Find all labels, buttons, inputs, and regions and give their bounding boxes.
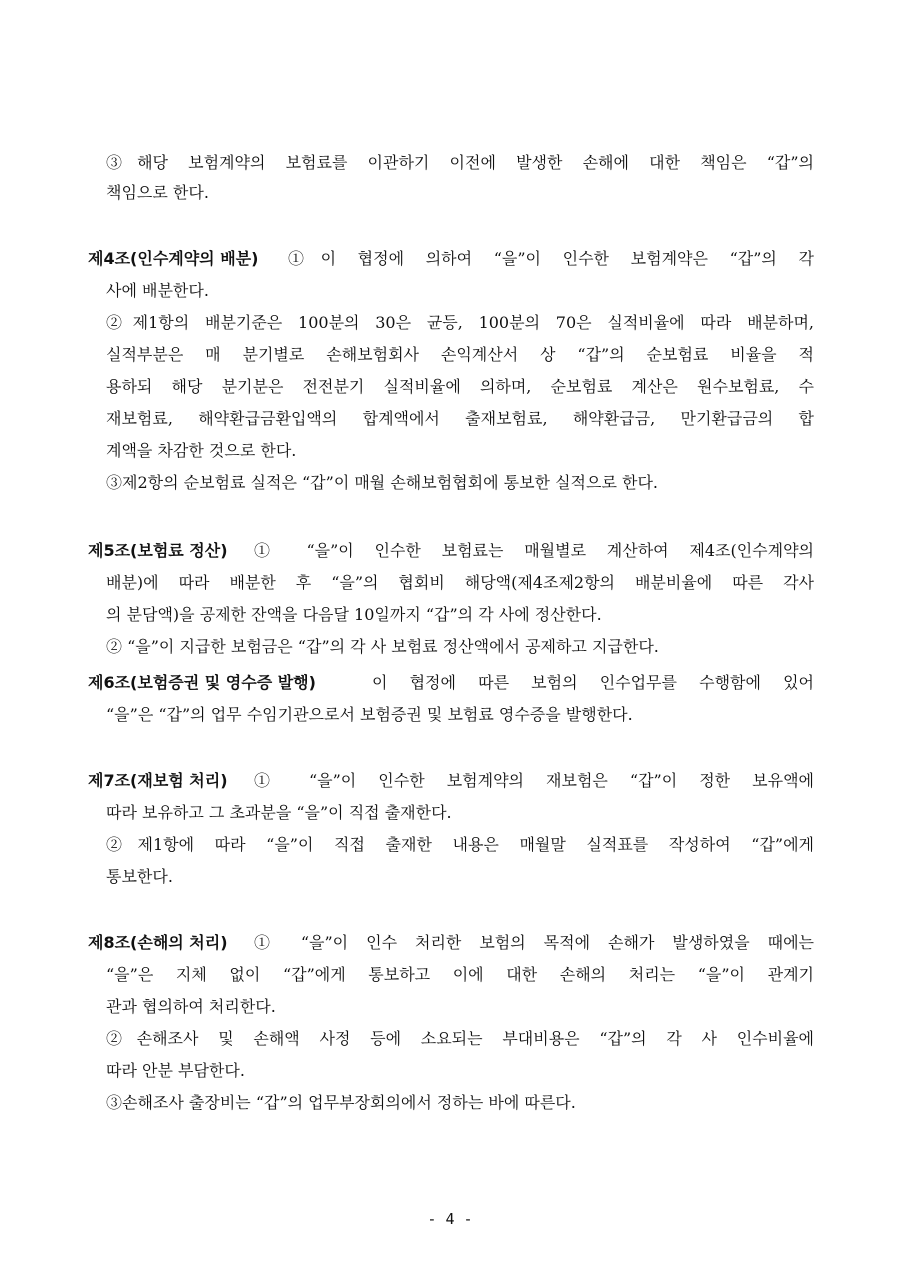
paragraph-line: 관과 협의하여 처리한다. [106, 997, 276, 1016]
article-heading: 제6조(보험증권 및 영수증 발행) [88, 673, 316, 692]
paragraph-line: 책임으로 한다. [106, 183, 209, 202]
paragraph-line: 의 분담액)을 공제한 잔액을 다음달 10일까지 “갑”의 각 사에 정산한다. [106, 605, 602, 624]
article-heading: 제5조(보험료 정산) [88, 541, 228, 560]
paragraph-line: “을”은 “갑”의 업무 수임기관으로서 보험증권 및 보험료 영수증을 발행한다. [106, 705, 633, 724]
paragraph-line: 따라 보유하고 그 초과분을 “을”이 직접 출재한다. [106, 803, 452, 822]
paragraph-line: 사에 배분한다. [106, 281, 209, 300]
article-heading: 제8조(손해의 처리) [88, 933, 228, 952]
paragraph-line: 배분)에 따라 배분한 후 “을”의 협회비 해당액(제4조제2항의 배분비율에 따른 각사 [106, 573, 814, 592]
paragraph-line: ②제1항의 배분기준은 100분의 30은 균등, 100분의 70은 실적비율에 따라 배분하며, [106, 313, 814, 332]
paragraph-line: 실적부분은 매 분기별로 손해보험회사 손익계산서 상 “갑”의 순보험료 비율을 적 [106, 345, 814, 364]
paragraph-line: ②제1항에 따라 “을”이 직접 출재한 내용은 매월말 실적표를 작성하여 “갑”에게 [106, 835, 814, 854]
page-number: - 4 - [427, 1210, 473, 1228]
paragraph-line: ③제2항의 순보험료 실적은 “갑”이 매월 손해보험협회에 통보한 실적으로 한다. [106, 473, 658, 492]
paragraph-line: ③손해조사 출장비는 “갑”의 업무부장회의에서 정하는 바에 따른다. [106, 1093, 576, 1112]
paragraph-line: “을”은 지체 없이 “갑”에게 통보하고 이에 대한 손해의 처리는 “을”이 관계기 [106, 965, 814, 984]
paragraph-line: ① “을”이 인수 처리한 보험의 목적에 손해가 발생하였을 때에는 [254, 933, 814, 952]
paragraph-line: 이 협정에 따른 보험의 인수업무를 수행함에 있어 [372, 673, 814, 692]
paragraph-line: ② “을”이 지급한 보험금은 “갑”의 각 사 보험료 정산액에서 공제하고 지급한다. [106, 637, 659, 656]
paragraph-line: ②손해조사 및 손해액 사정 등에 소요되는 부대비용은 “갑”의 각 사 인수비율에 [106, 1029, 814, 1048]
article-heading: 제4조(인수계약의 배분) [88, 249, 259, 268]
paragraph-line: ①이 협정에 의하여 “을”이 인수한 보험계약은 “갑”의 각 [288, 249, 814, 268]
article-heading: 제7조(재보험 처리) [88, 771, 228, 790]
paragraph-line: 용하되 해당 분기분은 전전분기 실적비율에 의하며, 순보험료 계산은 원수보험료, 수 [106, 377, 814, 396]
paragraph-line: 따라 안분 부담한다. [106, 1061, 245, 1080]
paragraph-line: ① “을”이 인수한 보험계약의 재보험은 “갑”이 정한 보유액에 [254, 771, 814, 790]
paragraph-line: ③해당 보험계약의 보험료를 이관하기 이전에 발생한 손해에 대한 책임은 “갑”의 [106, 153, 814, 172]
paragraph-line: 통보한다. [106, 867, 173, 886]
paragraph-line: 재보험료, 해약환급금환입액의 합계액에서 출재보험료, 해약환급금, 만기환급금의 합 [106, 409, 814, 428]
paragraph-line: ① “을”이 인수한 보험료는 매월별로 계산하여 제4조(인수계약의 [254, 541, 814, 560]
paragraph-line: 계액을 차감한 것으로 한다. [106, 441, 297, 460]
